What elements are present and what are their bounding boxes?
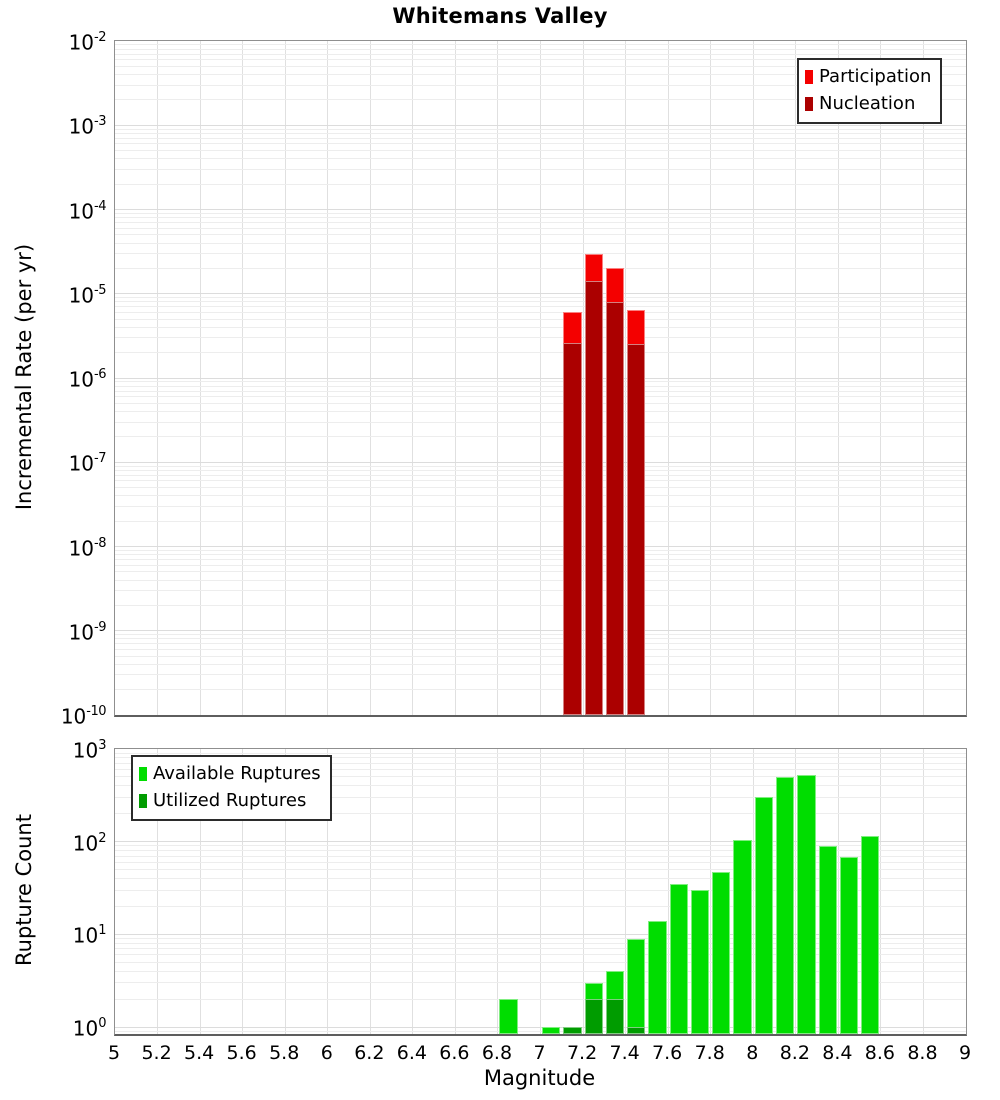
minor-gridline (115, 962, 966, 963)
bar-available-ruptures (755, 797, 773, 1034)
bar-available-ruptures (670, 884, 688, 1034)
minor-gridline (115, 422, 966, 423)
vertical-gridline (370, 749, 371, 1034)
minor-gridline (115, 228, 966, 229)
legend-label-utilized: Utilized Ruptures (153, 790, 307, 811)
minor-gridline (115, 954, 966, 955)
vertical-gridline (710, 749, 711, 1034)
bar-utilized-ruptures (563, 1027, 581, 1034)
bar-available-ruptures (499, 999, 517, 1034)
bar-available-ruptures (840, 857, 858, 1034)
x-tick-label: 6.4 (396, 1042, 427, 1064)
x-tick-label: 5.8 (269, 1042, 300, 1064)
minor-gridline (115, 143, 966, 144)
legend-item-nucleation (805, 90, 931, 117)
minor-gridline (115, 44, 966, 45)
minor-gridline (115, 590, 966, 591)
legend-label-participation: Participation (819, 66, 932, 87)
y-tick-label: $10^1$ (72, 923, 106, 949)
y-tick-label: $10^{-8}$ (68, 535, 106, 561)
minor-gridline (115, 327, 966, 328)
x-tick-label: 5.6 (226, 1042, 257, 1064)
y-tick-label: $10^{-10}$ (60, 704, 106, 729)
vertical-gridline (668, 749, 669, 1034)
minor-gridline (115, 381, 966, 382)
minor-gridline (115, 971, 966, 972)
major-gridline (115, 1027, 966, 1028)
minor-gridline (115, 753, 966, 754)
participation-swatch-icon (805, 70, 813, 84)
vertical-gridline (753, 749, 754, 1034)
minor-gridline (115, 605, 966, 606)
minor-gridline (115, 133, 966, 134)
major-gridline (115, 462, 966, 463)
legend-label-available: Available Ruptures (153, 763, 321, 784)
x-tick-label: 7.4 (609, 1042, 640, 1064)
x-tick-label: 8.6 (864, 1042, 895, 1064)
vertical-gridline (838, 749, 839, 1034)
vertical-gridline (540, 749, 541, 1034)
minor-gridline (115, 559, 966, 560)
bar-available-ruptures (776, 777, 794, 1034)
minor-gridline (115, 878, 966, 879)
x-tick-label: 7 (533, 1042, 546, 1064)
minor-gridline (115, 301, 966, 302)
minor-gridline (115, 850, 966, 851)
minor-gridline (115, 649, 966, 650)
bar-available-ruptures (797, 775, 815, 1034)
bar-available-ruptures (648, 921, 666, 1034)
minor-gridline (115, 689, 966, 690)
minor-gridline (115, 999, 966, 1000)
major-gridline (115, 293, 966, 294)
x-tick-label: 6 (320, 1042, 333, 1064)
minor-gridline (115, 411, 966, 412)
y-tick-label: $10^{-6}$ (68, 367, 106, 392)
vertical-gridline (795, 749, 796, 1034)
minor-gridline (115, 656, 966, 657)
bar-utilized-ruptures (606, 999, 624, 1034)
y-tick-label: $10^{-9}$ (68, 619, 106, 645)
x-tick-label: 7.2 (566, 1042, 598, 1064)
minor-gridline (115, 664, 966, 665)
top-panel-plot-area (114, 40, 967, 717)
minor-gridline (115, 580, 966, 581)
minor-gridline (115, 158, 966, 159)
x-tick-label: 8.4 (822, 1042, 853, 1064)
minor-gridline (115, 386, 966, 387)
x-tick-label: 6.8 (481, 1042, 513, 1064)
minor-gridline (115, 634, 966, 635)
x-axis-label: Magnitude (483, 1066, 596, 1090)
minor-gridline (115, 150, 966, 151)
minor-gridline (115, 845, 966, 846)
minor-gridline (115, 506, 966, 507)
minor-gridline (115, 297, 966, 298)
minor-gridline (115, 337, 966, 338)
minor-gridline (115, 306, 966, 307)
vertical-gridline (497, 749, 498, 1034)
nucleation-swatch-icon (805, 97, 813, 111)
minor-gridline (115, 890, 966, 891)
major-gridline (115, 630, 966, 631)
x-tick-label: 5 (107, 1042, 121, 1064)
bar-nucleation (563, 343, 581, 715)
vertical-gridline (412, 749, 413, 1034)
bar-available-ruptures (627, 939, 645, 1034)
bar-utilized-ruptures (585, 999, 603, 1034)
minor-gridline (115, 234, 966, 235)
legend-label-nucleation: Nucleation (819, 93, 916, 114)
major-gridline (115, 934, 966, 935)
bar-available-ruptures (712, 872, 730, 1034)
minor-gridline (115, 948, 966, 949)
rate-legend (797, 58, 942, 124)
minor-gridline (115, 521, 966, 522)
x-tick-label: 6.6 (439, 1042, 470, 1064)
minor-gridline (115, 49, 966, 50)
minor-gridline (115, 475, 966, 476)
minor-gridline (115, 217, 966, 218)
bar-nucleation (606, 302, 624, 715)
x-tick-label: 5.2 (141, 1042, 172, 1064)
bar-available-ruptures (861, 836, 879, 1034)
minor-gridline (115, 856, 966, 857)
legend-item-participation (805, 63, 931, 90)
minor-gridline (115, 906, 966, 907)
y-tick-label: $10^2$ (72, 830, 106, 856)
y-axis-label-top: Incremental Rate (per yr) (12, 243, 36, 511)
minor-gridline (115, 436, 966, 437)
y-tick-label: $10^{-2}$ (68, 30, 106, 55)
minor-gridline (115, 403, 966, 404)
bar-available-ruptures (542, 1027, 560, 1034)
x-tick-label: 7.8 (694, 1042, 725, 1064)
minor-gridline (115, 253, 966, 254)
x-tick-label: 7.6 (652, 1042, 683, 1064)
minor-gridline (115, 869, 966, 870)
x-tick-label: 8 (746, 1042, 759, 1064)
available-ruptures-swatch-icon (139, 767, 147, 781)
x-tick-label: 6.2 (354, 1042, 385, 1064)
y-tick-label: $10^{-3}$ (68, 114, 106, 139)
utilized-ruptures-swatch-icon (139, 794, 147, 808)
vertical-gridline (625, 749, 626, 1034)
major-gridline (115, 125, 966, 126)
minor-gridline (115, 571, 966, 572)
y-tick-label: $10^{-5}$ (68, 282, 106, 308)
minor-gridline (115, 396, 966, 397)
minor-gridline (115, 312, 966, 313)
minor-gridline (115, 470, 966, 471)
minor-gridline (115, 54, 966, 55)
minor-gridline (115, 638, 966, 639)
bar-available-ruptures (691, 890, 709, 1034)
vertical-gridline (880, 749, 881, 1034)
minor-gridline (115, 466, 966, 467)
major-gridline (115, 209, 966, 210)
major-gridline (115, 841, 966, 842)
vertical-gridline (583, 749, 584, 1034)
bar-nucleation (627, 344, 645, 715)
minor-gridline (115, 213, 966, 214)
y-axis-label-bottom: Rupture Count (12, 814, 36, 966)
major-gridline (115, 546, 966, 547)
minor-gridline (115, 938, 966, 939)
minor-gridline (115, 982, 966, 983)
x-tick-label: 9 (958, 1042, 972, 1064)
minor-gridline (115, 352, 966, 353)
x-tick-label: 8.2 (779, 1042, 810, 1064)
minor-gridline (115, 268, 966, 269)
chart-title: Whitemans Valley (392, 4, 608, 28)
minor-gridline (115, 674, 966, 675)
bar-utilized-ruptures (627, 1027, 645, 1034)
minor-gridline (115, 319, 966, 320)
y-tick-label: $10^3$ (72, 738, 106, 763)
bar-available-ruptures (819, 846, 837, 1034)
minor-gridline (115, 495, 966, 496)
y-tick-label: $10^{-7}$ (68, 451, 106, 476)
legend-item-utilized (139, 787, 321, 814)
bar-available-ruptures (733, 840, 751, 1034)
minor-gridline (115, 222, 966, 223)
minor-gridline (115, 243, 966, 244)
minor-gridline (115, 943, 966, 944)
vertical-gridline (923, 749, 924, 1034)
minor-gridline (115, 138, 966, 139)
y-tick-label: $10^{-4}$ (68, 198, 106, 224)
minor-gridline (115, 565, 966, 566)
y-tick-label: $10^0$ (72, 1016, 106, 1041)
minor-gridline (115, 862, 966, 863)
bar-nucleation (585, 281, 603, 715)
minor-gridline (115, 487, 966, 488)
minor-gridline (115, 480, 966, 481)
minor-gridline (115, 1031, 966, 1032)
minor-gridline (115, 550, 966, 551)
minor-gridline (115, 184, 966, 185)
minor-gridline (115, 643, 966, 644)
legend-item-available (139, 760, 321, 787)
x-tick-label: 5.4 (183, 1042, 215, 1064)
minor-gridline (115, 554, 966, 555)
minor-gridline (115, 169, 966, 170)
x-tick-label: 8.8 (907, 1042, 938, 1064)
major-gridline (115, 378, 966, 379)
minor-gridline (115, 129, 966, 130)
vertical-gridline (455, 749, 456, 1034)
rupture-legend (131, 755, 332, 821)
minor-gridline (115, 391, 966, 392)
